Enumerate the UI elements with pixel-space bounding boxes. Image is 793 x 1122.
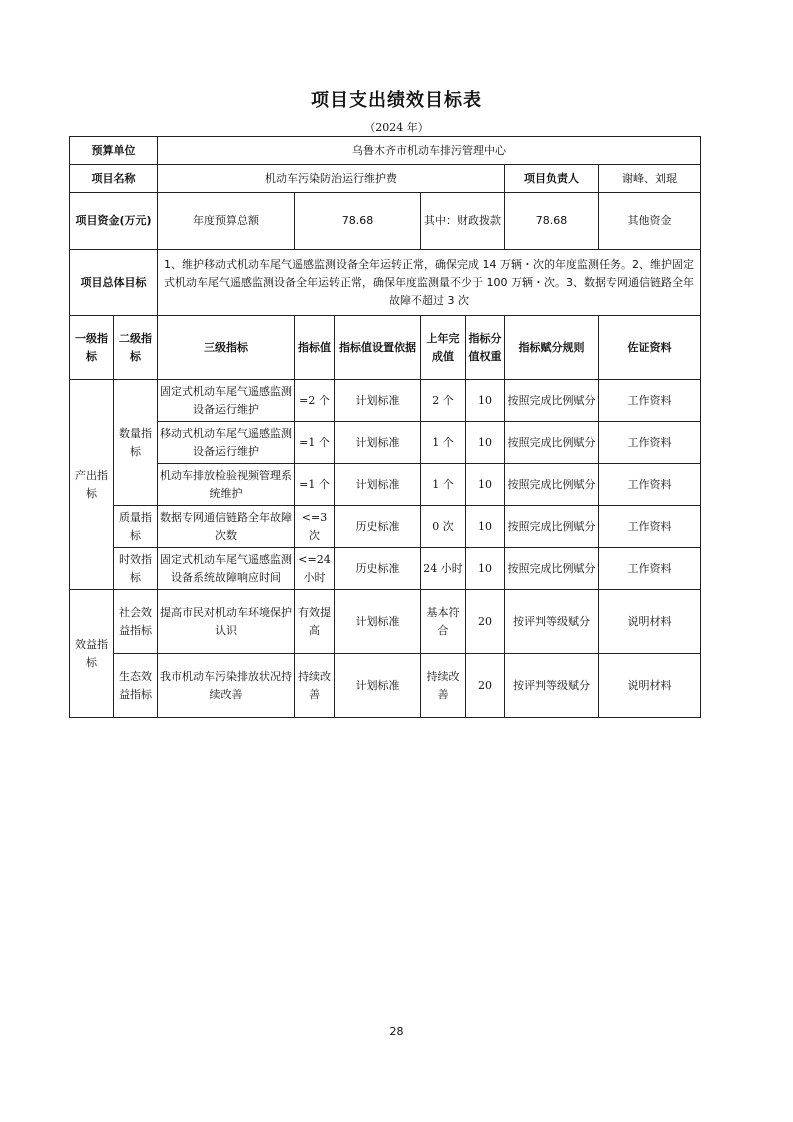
indicator-rule: 按照完成比例赋分 bbox=[505, 422, 599, 464]
group-timeliness: 时效指标 bbox=[114, 548, 158, 590]
group-quantity: 数量指标 bbox=[114, 380, 158, 506]
table-row bbox=[70, 506, 701, 548]
indicator-name: 移动式机动车尾气遥感监测设备运行维护 bbox=[158, 422, 295, 464]
indicator-weight: 10 bbox=[466, 548, 505, 590]
group-quality: 质量指标 bbox=[114, 506, 158, 548]
header-evidence: 佐证资料 bbox=[599, 316, 701, 380]
table-row bbox=[70, 464, 701, 506]
table-row bbox=[70, 548, 701, 590]
page-year: （2024 年） bbox=[364, 121, 429, 134]
indicator-value: =1 个 bbox=[295, 464, 335, 506]
indicator-evidence: 工作资料 bbox=[599, 464, 701, 506]
indicator-evidence: 工作资料 bbox=[599, 548, 701, 590]
indicator-name: 机动车排放检验视频管理系统维护 bbox=[158, 464, 295, 506]
budget-unit-value: 乌鲁木齐市机动车排污管理中心 bbox=[158, 137, 701, 165]
indicator-basis: 计划标准 bbox=[335, 590, 421, 654]
project-name-row bbox=[70, 165, 701, 193]
indicator-value: 持续改善 bbox=[295, 654, 335, 718]
funds-row bbox=[70, 193, 701, 250]
goal-label: 项目总体目标 bbox=[70, 250, 158, 316]
indicator-weight: 10 bbox=[466, 506, 505, 548]
indicator-rule: 按评判等级赋分 bbox=[505, 590, 599, 654]
goal-row bbox=[70, 250, 701, 316]
indicator-weight: 10 bbox=[466, 464, 505, 506]
indicator-value: <=24 小时 bbox=[295, 548, 335, 590]
manager-value: 谢峰、刘琨 bbox=[599, 165, 701, 193]
page-number: 28 bbox=[389, 1025, 404, 1038]
header-last-year: 上年完成值 bbox=[421, 316, 466, 380]
indicator-rule: 按评判等级赋分 bbox=[505, 654, 599, 718]
funds-label: 项目资金(万元) bbox=[70, 193, 158, 250]
indicator-value: =2 个 bbox=[295, 380, 335, 422]
indicator-weight: 10 bbox=[466, 380, 505, 422]
indicator-name: 固定式机动车尾气遥感监测设备系统故障响应时间 bbox=[158, 548, 295, 590]
indicator-last-year: 持续改善 bbox=[421, 654, 466, 718]
fiscal-value: 78.68 bbox=[505, 193, 599, 250]
header-row bbox=[70, 316, 701, 380]
indicator-evidence: 说明材料 bbox=[599, 654, 701, 718]
indicator-last-year: 2 个 bbox=[421, 380, 466, 422]
indicator-value: <=3 次 bbox=[295, 506, 335, 548]
performance-table bbox=[69, 136, 701, 718]
indicator-weight: 20 bbox=[466, 654, 505, 718]
indicator-basis: 计划标准 bbox=[335, 654, 421, 718]
manager-label: 项目负责人 bbox=[505, 165, 599, 193]
indicator-basis: 历史标准 bbox=[335, 506, 421, 548]
table-row bbox=[70, 654, 701, 718]
indicator-name: 固定式机动车尾气遥感监测设备运行维护 bbox=[158, 380, 295, 422]
indicator-weight: 10 bbox=[466, 422, 505, 464]
goal-text: 1、维护移动式机动车尾气遥感监测设备全年运转正常，确保完成 14 万辆・次的年度监测任务。2、维护固定式机动车尾气遥感监测设备全年运转正常，确保年度监测量不少于 100 万辆・次。3、数据专网通信链路全年故障不超过 3 次 bbox=[158, 250, 701, 316]
indicator-basis: 计划标准 bbox=[335, 422, 421, 464]
annual-budget-label: 年度预算总额 bbox=[158, 193, 295, 250]
indicator-last-year: 1 个 bbox=[421, 464, 466, 506]
table-row bbox=[70, 590, 701, 654]
indicator-rule: 按照完成比例赋分 bbox=[505, 380, 599, 422]
indicator-basis: 计划标准 bbox=[335, 380, 421, 422]
header-level1: 一级指标 bbox=[70, 316, 114, 380]
header-rule: 指标赋分规则 bbox=[505, 316, 599, 380]
project-name-value: 机动车污染防治运行维护费 bbox=[158, 165, 505, 193]
indicator-value: 有效提高 bbox=[295, 590, 335, 654]
budget-unit-row bbox=[70, 137, 701, 165]
header-basis: 指标值设置依据 bbox=[335, 316, 421, 380]
annual-budget-value: 78.68 bbox=[295, 193, 421, 250]
group-social: 社会效益指标 bbox=[114, 590, 158, 654]
group-ecological: 生态效益指标 bbox=[114, 654, 158, 718]
indicator-last-year: 基本符合 bbox=[421, 590, 466, 654]
table-row bbox=[70, 380, 701, 422]
group-benefit: 效益指标 bbox=[70, 590, 114, 718]
fiscal-label: 其中：财政拨款 bbox=[421, 193, 505, 250]
page-title: 项目支出绩效目标表 bbox=[311, 90, 482, 111]
indicator-weight: 20 bbox=[466, 590, 505, 654]
indicator-evidence: 工作资料 bbox=[599, 506, 701, 548]
header-value: 指标值 bbox=[295, 316, 335, 380]
indicator-last-year: 0 次 bbox=[421, 506, 466, 548]
indicator-rule: 按照完成比例赋分 bbox=[505, 506, 599, 548]
indicator-rule: 按照完成比例赋分 bbox=[505, 464, 599, 506]
indicator-evidence: 说明材料 bbox=[599, 590, 701, 654]
indicator-basis: 历史标准 bbox=[335, 548, 421, 590]
indicator-rule: 按照完成比例赋分 bbox=[505, 548, 599, 590]
indicator-name: 提高市民对机动车环境保护认识 bbox=[158, 590, 295, 654]
indicator-value: =1 个 bbox=[295, 422, 335, 464]
indicator-last-year: 24 小时 bbox=[421, 548, 466, 590]
indicator-name: 数据专网通信链路全年故障次数 bbox=[158, 506, 295, 548]
indicator-name: 我市机动车污染排放状况持续改善 bbox=[158, 654, 295, 718]
group-output: 产出指标 bbox=[70, 380, 114, 590]
indicator-evidence: 工作资料 bbox=[599, 380, 701, 422]
indicator-evidence: 工作资料 bbox=[599, 422, 701, 464]
other-funds-label: 其他资金 bbox=[599, 193, 701, 250]
header-weight: 指标分值权重 bbox=[466, 316, 505, 380]
table-row bbox=[70, 422, 701, 464]
header-level3: 三级指标 bbox=[158, 316, 295, 380]
indicator-basis: 计划标准 bbox=[335, 464, 421, 506]
indicator-last-year: 1 个 bbox=[421, 422, 466, 464]
project-name-label: 项目名称 bbox=[70, 165, 158, 193]
budget-unit-label: 预算单位 bbox=[70, 137, 158, 165]
header-level2: 二级指标 bbox=[114, 316, 158, 380]
